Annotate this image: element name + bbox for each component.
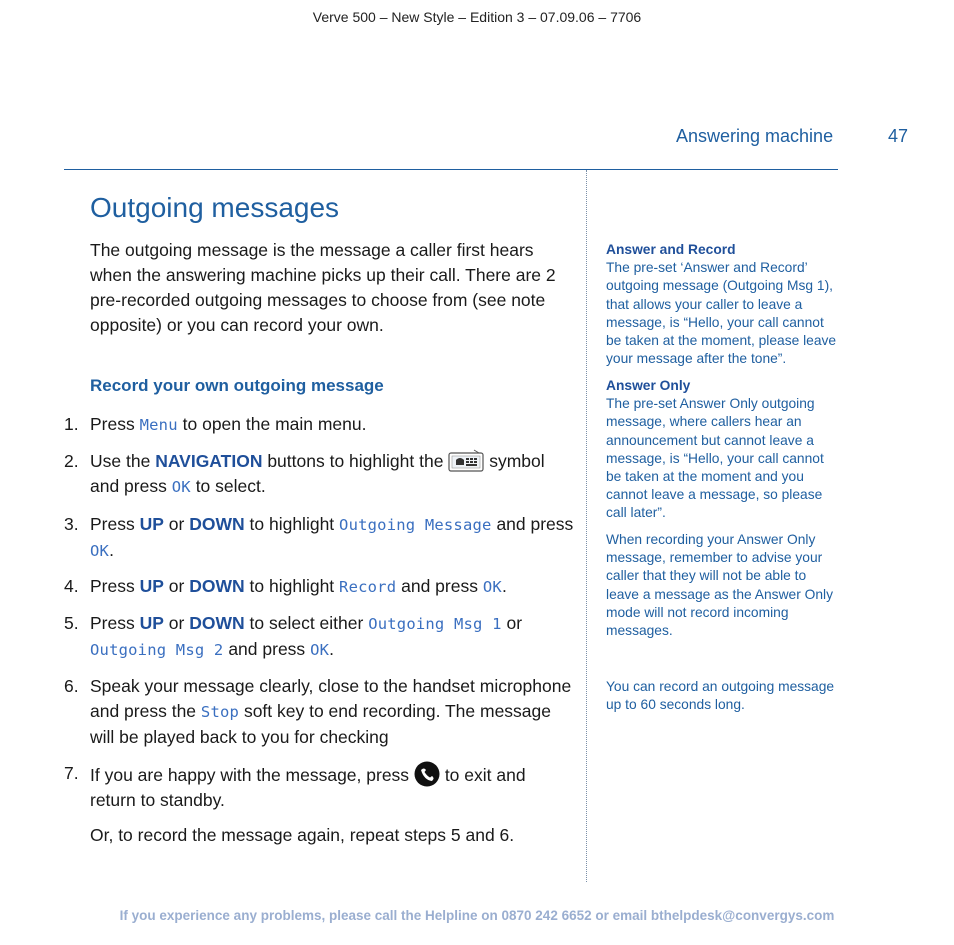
note-heading: Answer Only xyxy=(606,378,691,393)
step-6 xyxy=(64,674,574,750)
step-2 xyxy=(64,449,574,500)
note-message-length: You can record an outgoing message up to 60 seconds long. xyxy=(606,679,835,713)
helpline-footer: If you experience any problems, please call the Helpline on 0870 242 6652 or email bthelpdesk@convergys.com xyxy=(119,908,835,923)
step-text xyxy=(90,512,574,564)
step-text-part: symbol and press xyxy=(90,451,545,496)
step-text xyxy=(90,761,574,813)
step-7 xyxy=(64,761,574,813)
note-recording-answer-only: When recording your Answer Only message, remember to advise your caller that they will not be able to leave a message as the Answer Only mode will not record incoming messages. xyxy=(606,532,834,639)
step-text-part: If you are happy with the message, press xyxy=(90,765,410,785)
step-number: 6. xyxy=(64,676,79,696)
step-text xyxy=(90,574,574,600)
step-3 xyxy=(64,512,574,564)
step-text xyxy=(90,611,574,663)
step-text-part: to exit and return to standby. xyxy=(90,765,526,810)
note-answer-and-record xyxy=(606,241,838,368)
step-number: 7. xyxy=(64,763,79,783)
display-text-ok: OK xyxy=(90,542,110,560)
subheading: Record your own outgoing message xyxy=(90,376,384,395)
step-text-part: . xyxy=(329,639,335,659)
step-number: 2. xyxy=(64,451,79,471)
display-text-ok: OK xyxy=(171,478,191,496)
page-number: 47 xyxy=(888,126,909,146)
step-text-part: to select. xyxy=(195,476,266,496)
step-text-part: Speak your message clearly, close to the handset microphone and press the xyxy=(90,676,572,721)
step-number: 4. xyxy=(64,576,79,596)
step-text-part: or xyxy=(168,514,185,534)
display-text-outgoing-msg-1: Outgoing Msg 1 xyxy=(368,615,502,633)
step-number: 3. xyxy=(64,514,79,534)
step-text-part: Press xyxy=(90,414,135,434)
display-text-menu: Menu xyxy=(139,416,178,434)
display-text-outgoing-message: Outgoing Message xyxy=(339,516,492,534)
step-text-part: . xyxy=(501,576,507,596)
key-down: DOWN xyxy=(189,576,245,596)
step-7-alternative: Or, to record the message again, repeat steps 5 and 6. xyxy=(90,825,515,845)
step-1 xyxy=(64,412,574,438)
key-down: DOWN xyxy=(189,613,245,633)
step-text-part: to open the main menu. xyxy=(182,414,367,434)
intro-paragraph: The outgoing message is the message a caller first hears when the answering machine picks up their call. There are 2 pre-recorded outgoing messages to choose from (see note opposite) or you can record your own. xyxy=(90,240,556,335)
step-text xyxy=(90,674,574,750)
step-text-part: buttons to highlight the xyxy=(267,451,444,471)
header-rule xyxy=(64,169,838,170)
step-text-part: and press xyxy=(228,639,306,659)
step-text-part: Use the xyxy=(90,451,151,471)
step-number: 1. xyxy=(64,414,79,434)
page-title: Outgoing messages xyxy=(90,192,340,223)
document-header: Verve 500 – New Style – Edition 3 – 07.09.06 – 7706 xyxy=(312,9,642,25)
display-text-stop: Stop xyxy=(200,703,240,721)
step-number: 5. xyxy=(64,613,79,633)
display-text-ok: OK xyxy=(310,641,330,659)
step-text xyxy=(90,449,574,500)
step-text-part: . xyxy=(109,540,114,560)
step-text xyxy=(90,412,574,438)
answering-machine-icon xyxy=(448,449,484,473)
step-text-part: Press xyxy=(90,514,135,534)
step-text-part: to select either xyxy=(249,613,364,633)
end-call-icon xyxy=(414,761,440,787)
step-text-part: soft key to end recording. The message will be played back to you for checking xyxy=(90,701,552,747)
note-heading: Answer and Record xyxy=(606,242,736,257)
step-4 xyxy=(64,574,574,600)
note-text: The pre-set Answer Only outgoing message, where callers hear an announcement but cannot leave a message, is “Hello, your call cannot be taken at the moment and you cannot leave a message, so please call later”. xyxy=(606,396,824,521)
step-text-part: to highlight xyxy=(249,514,335,534)
step-text-part: or xyxy=(168,576,185,596)
note-text: The pre-set ‘Answer and Record’ outgoing message (Outgoing Msg 1), that allows your caller to leave a message, is “Hello, your call cannot be taken at the moment, please leave your message after the tone”. xyxy=(606,260,837,367)
step-text-part: Press xyxy=(90,576,135,596)
display-text-ok: OK xyxy=(482,578,502,596)
step-text-part: to highlight xyxy=(249,576,335,596)
step-text-part: or xyxy=(506,613,523,633)
key-down: DOWN xyxy=(189,514,245,534)
column-divider xyxy=(586,170,587,882)
step-5 xyxy=(64,611,574,663)
step-text-part: or xyxy=(168,613,185,633)
key-up: UP xyxy=(139,613,164,633)
display-text-outgoing-msg-2: Outgoing Msg 2 xyxy=(90,641,224,659)
note-answer-only xyxy=(606,377,838,523)
section-name: Answering machine xyxy=(676,126,834,146)
step-text-part: Press xyxy=(90,613,135,633)
display-text-record: Record xyxy=(339,578,397,596)
step-text-part: and press xyxy=(496,514,574,534)
key-up: UP xyxy=(139,514,164,534)
step-text-part: and press xyxy=(401,576,478,596)
key-navigation: NAVIGATION xyxy=(155,451,263,471)
key-up: UP xyxy=(139,576,164,596)
